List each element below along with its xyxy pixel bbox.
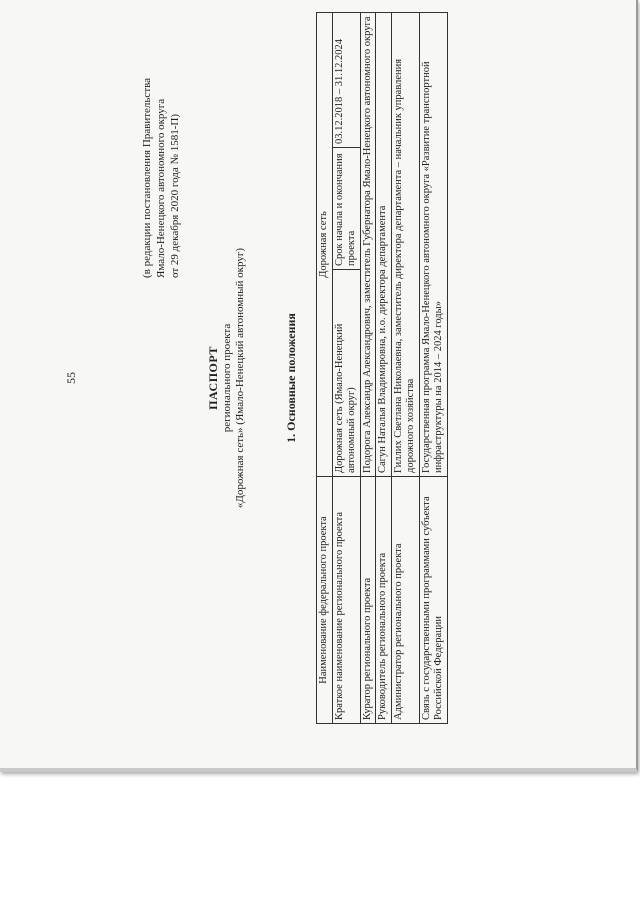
table-row bbox=[376, 13, 392, 724]
head-value: Сагун Наталья Владимировна, и.о. директора департамента bbox=[376, 13, 392, 477]
edition-line: (в редакции постановления Правительства bbox=[141, 77, 153, 278]
table-row bbox=[419, 13, 447, 724]
document-title: ПАСПОРТ bbox=[206, 346, 220, 410]
table-row bbox=[360, 13, 376, 724]
edition-line: Ямало-Ненецкого автономного округа bbox=[155, 98, 167, 278]
edition-line: от 29 декабря 2020 года № 1581-П) bbox=[169, 113, 181, 278]
short-name-value: Дорожная сеть (Ямало-Ненецкий автономный округ) bbox=[332, 270, 360, 477]
term-value: 03.12.2018 – 31.12.2024 bbox=[332, 13, 360, 148]
programs-label: Связь с государственными программами субъекта Российской Федерации bbox=[419, 477, 447, 724]
table-row bbox=[332, 13, 360, 724]
federal-name-value: Дорожная сеть bbox=[317, 13, 333, 477]
rotated-content bbox=[40, 8, 600, 748]
head-label: Руководитель регионального проекта bbox=[376, 477, 392, 724]
document-subtitle: регионального проекта bbox=[221, 323, 233, 433]
admin-label: Администратор регионального проекта bbox=[391, 477, 419, 724]
title-block bbox=[206, 8, 247, 748]
page-number: 55 bbox=[64, 372, 78, 384]
table-row bbox=[391, 13, 419, 724]
federal-name-label: Наименование федерального проекта bbox=[317, 477, 333, 724]
admin-value: Гиллих Светлана Николаевна, заместитель директора департамента – начальник управления дорожного хозяйства bbox=[391, 13, 419, 477]
short-name-label: Краткое наименование регионального проекта bbox=[332, 477, 360, 724]
section-heading: 1. Основные положения bbox=[284, 313, 298, 443]
term-label: Срок начала и окончания проекта bbox=[332, 148, 360, 270]
curator-value: Подорога Александр Александрович, заместитель Губернатора Ямало-Ненецкого автономного округа bbox=[360, 13, 376, 477]
edition-note bbox=[140, 8, 182, 278]
programs-value: Государственная программа Ямало-Ненецкого автономного округа «Развитие транспортной инфраструктуры на 2014 – 2024 годы» bbox=[419, 13, 447, 477]
curator-label: Куратор регионального проекта bbox=[360, 477, 376, 724]
project-info-table bbox=[316, 12, 448, 724]
project-name: «Дорожная сеть» (Ямало-Ненецкий автономный округ) bbox=[234, 247, 246, 509]
table-row bbox=[317, 13, 333, 724]
